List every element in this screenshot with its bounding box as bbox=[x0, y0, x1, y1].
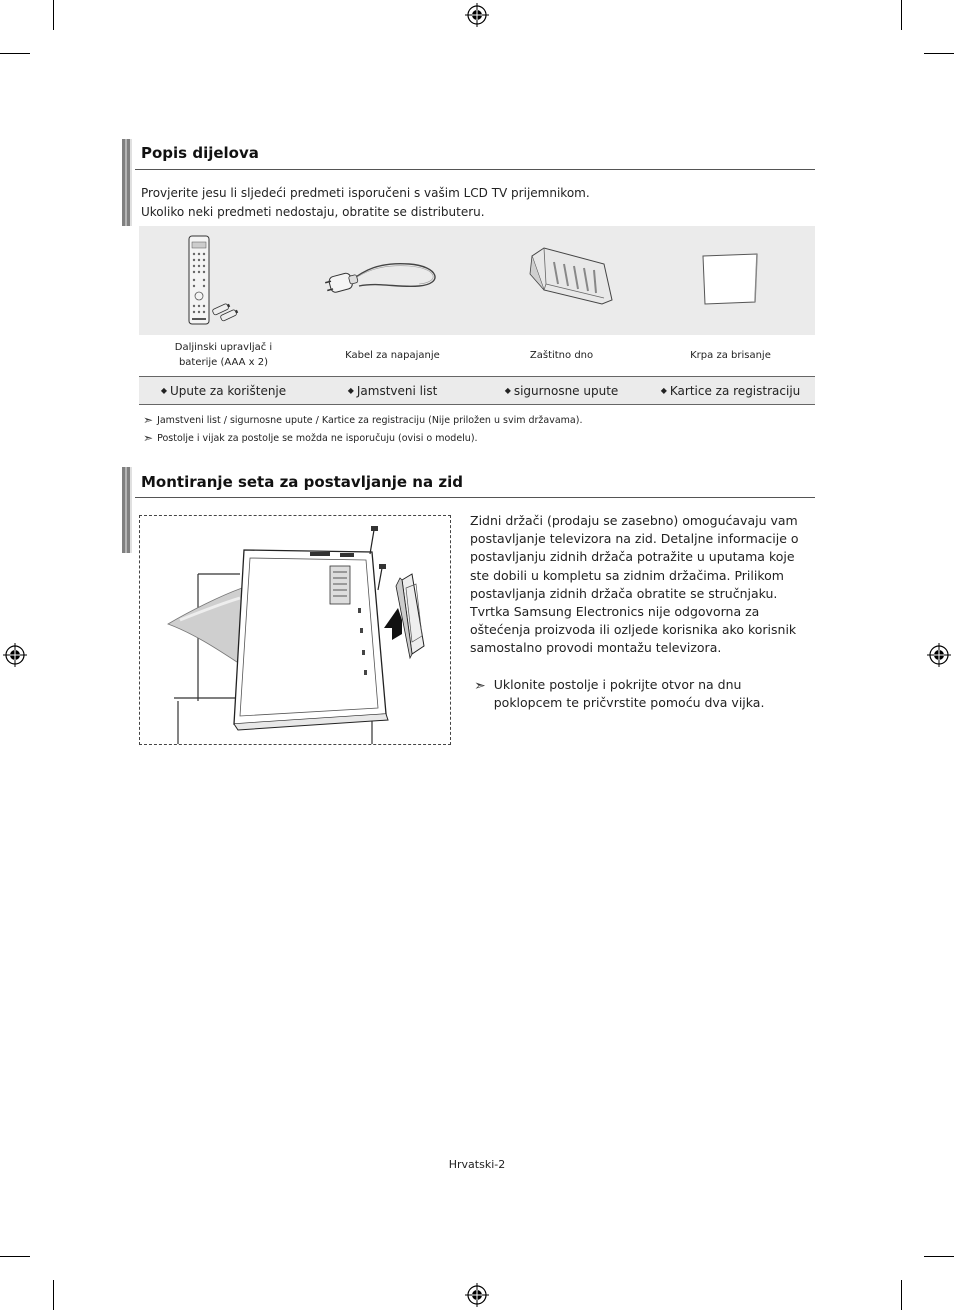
mount-note-text: Uklonite postolje i pokrijte otvor na dnu poklopcem te pričvrstite pomoću dva vijka. bbox=[493, 677, 765, 711]
diamond-bullet-icon: ◆ bbox=[660, 386, 667, 395]
crop-mark bbox=[53, 0, 54, 30]
document-label: sigurnosne upute bbox=[513, 383, 619, 398]
diamond-bullet-icon: ◆ bbox=[347, 386, 354, 395]
document-item bbox=[477, 377, 646, 404]
registration-mark-icon bbox=[3, 643, 27, 667]
cloth-icon bbox=[699, 250, 759, 308]
registration-mark-icon bbox=[465, 3, 489, 27]
part-caption: Krpa za brisanje bbox=[690, 349, 771, 361]
document-label: Upute za korištenje bbox=[169, 383, 287, 398]
section-rule bbox=[135, 497, 815, 498]
part-caption: Zaštitno dno bbox=[529, 349, 594, 361]
document-item bbox=[646, 377, 815, 404]
section-bar bbox=[122, 467, 132, 553]
diamond-bullet-icon: ◆ bbox=[504, 386, 511, 395]
registration-mark-icon bbox=[465, 1283, 489, 1307]
registration-mark-icon bbox=[927, 643, 951, 667]
section-bar bbox=[122, 139, 132, 226]
crop-mark bbox=[53, 1280, 54, 1310]
intro-line: Ukoliko neki predmeti nedostaju, obratite se distributeru. bbox=[141, 205, 485, 219]
note-text: Postolje i vijak za postolje se možda ne isporučuju (ovisi o modelu). bbox=[157, 432, 478, 444]
wall-mount-illustration bbox=[139, 515, 451, 745]
crop-mark bbox=[0, 53, 30, 54]
note-line bbox=[143, 413, 582, 427]
document-item bbox=[308, 377, 477, 404]
document-item bbox=[139, 377, 308, 404]
note-arrow-icon: ➣ bbox=[474, 678, 486, 694]
crop-mark bbox=[924, 53, 954, 54]
part-caption: Kabel za napajanje bbox=[345, 349, 440, 361]
mount-note bbox=[474, 676, 810, 712]
documents-row bbox=[139, 376, 815, 405]
note-text: Jamstveni list / sigurnosne upute / Kartice za registraciju (Nije priložen u svim državama). bbox=[157, 414, 583, 426]
document-label: Jamstveni list bbox=[356, 383, 438, 398]
section-title: Popis dijelova bbox=[141, 144, 259, 162]
crop-mark bbox=[0, 1256, 30, 1257]
section-rule bbox=[135, 169, 815, 170]
page-footer: Hrvatski-2 bbox=[448, 1158, 506, 1171]
note-arrow-icon: ➣ bbox=[143, 413, 154, 427]
diamond-bullet-icon: ◆ bbox=[160, 386, 167, 395]
note-line bbox=[143, 431, 478, 445]
section-title: Montiranje seta za postavljanje na zid bbox=[141, 473, 463, 491]
crop-mark bbox=[924, 1256, 954, 1257]
tv-wall-mount-illustration bbox=[140, 516, 450, 744]
intro-text bbox=[141, 184, 590, 222]
power-cable-icon bbox=[319, 250, 449, 310]
mount-paragraph: Zidni držači (prodaju se zasebno) omogućavaju vam postavljanje televizora na zid. Detaljne informacije o postavljanju zidnih držača potražite u uputama koje ste dobili u kompletu sa zidnim držačima. Prilikom postavljanja zidnih držača obratite se stručnjaku. Tvrtka Samsung Electronics nije odgovorna za oštećenja proizvoda ili ozljede korisnika ako korisnik samostalno provodi montažu televizora. bbox=[470, 513, 799, 656]
intro-line: Provjerite jesu li sljedeći predmeti isporučeni s vašim LCD TV prijemnikom. bbox=[141, 186, 590, 200]
document-label: Kartice za registraciju bbox=[669, 383, 801, 398]
parts-panel bbox=[139, 226, 815, 335]
note-arrow-icon: ➣ bbox=[143, 431, 154, 445]
bottom-cover-icon bbox=[524, 244, 619, 309]
crop-mark bbox=[901, 1280, 902, 1310]
part-caption: Daljinski upravljač i baterije (AAA x 2) bbox=[174, 342, 273, 368]
remote-icon bbox=[184, 234, 244, 329]
crop-mark bbox=[901, 0, 902, 30]
